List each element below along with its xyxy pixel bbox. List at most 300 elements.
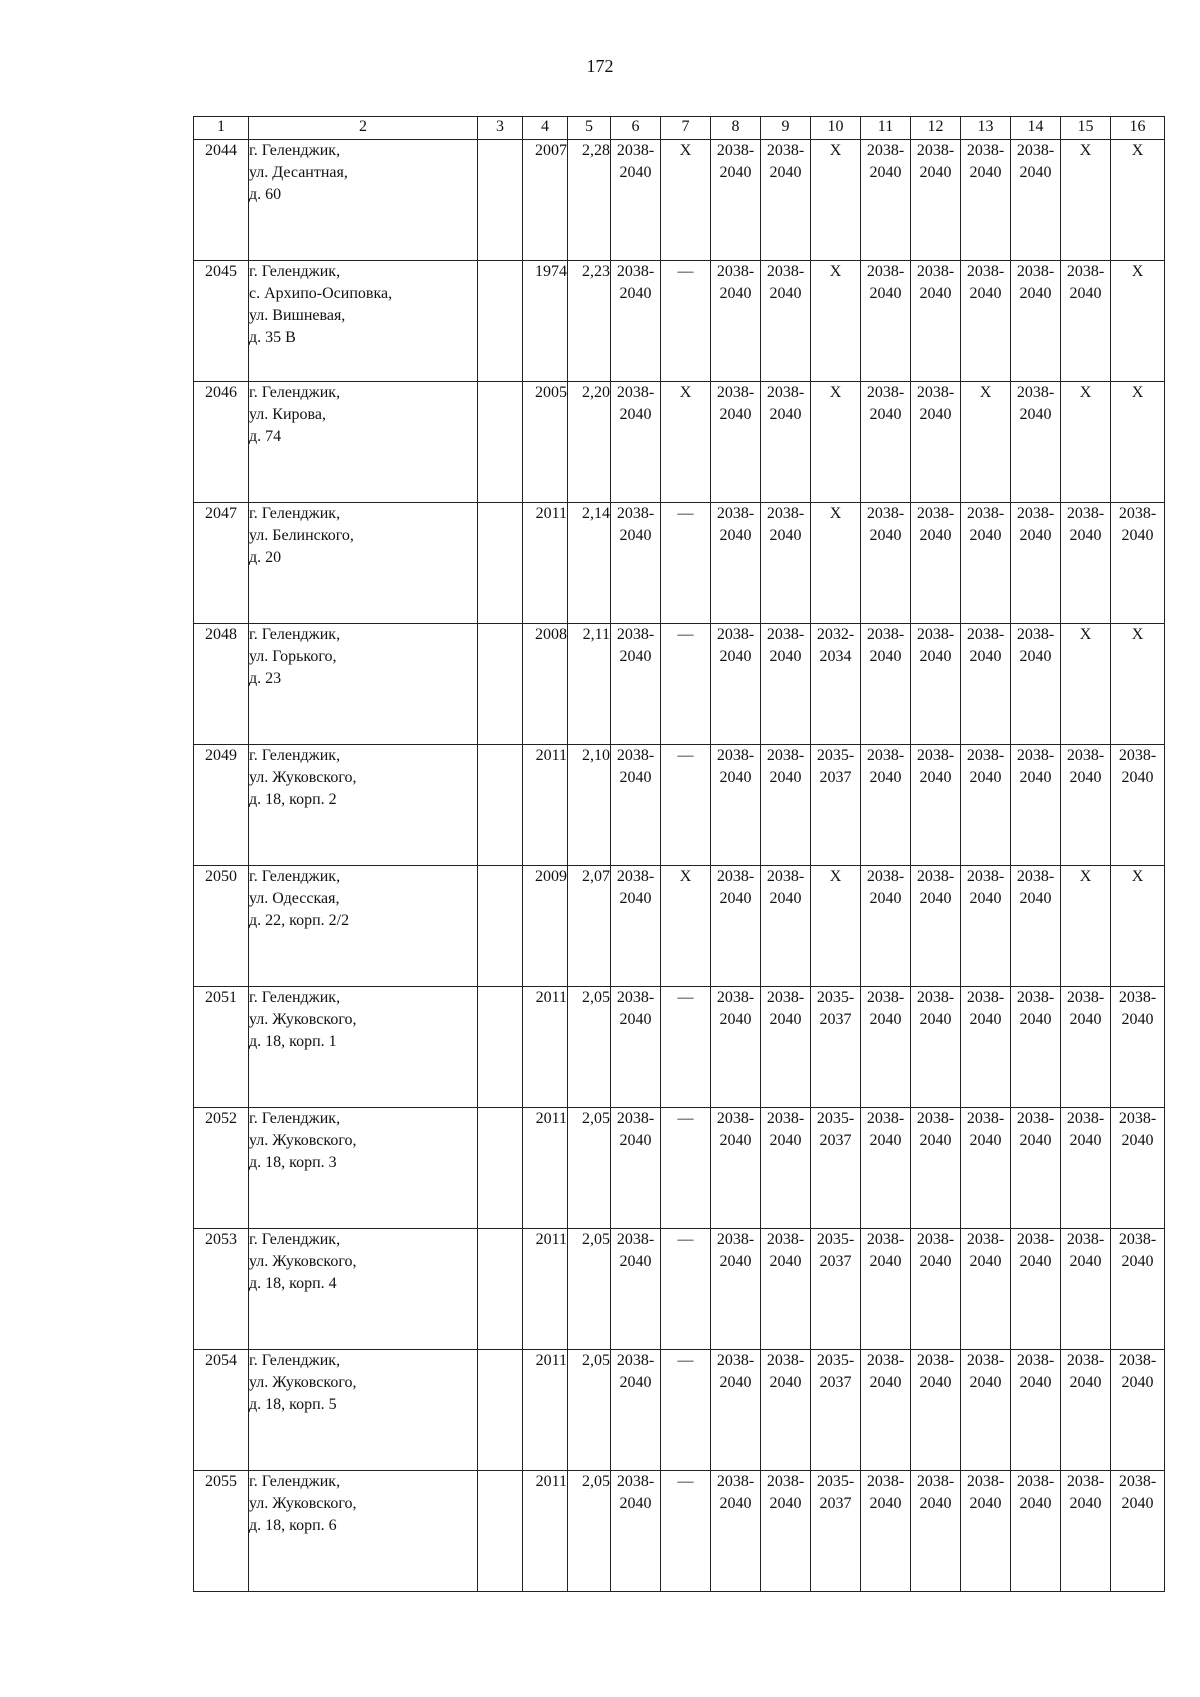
period-cell bbox=[661, 624, 711, 745]
table-row bbox=[194, 987, 1165, 1108]
row-number: 2049 bbox=[194, 745, 249, 866]
period-cell bbox=[911, 503, 961, 624]
period-text: 2038- bbox=[1066, 1231, 1105, 1248]
address-cell bbox=[249, 745, 478, 866]
row-number: 2055 bbox=[194, 1471, 249, 1592]
column-header: 4 bbox=[523, 117, 568, 140]
period-cell bbox=[711, 140, 761, 261]
period-cell bbox=[661, 866, 711, 987]
period-cell bbox=[861, 624, 911, 745]
period-text: 2040 bbox=[769, 406, 802, 423]
period-cell bbox=[961, 1108, 1011, 1229]
period-cell bbox=[861, 261, 911, 382]
period-text: 2038- bbox=[966, 263, 1005, 280]
period-cell bbox=[1011, 987, 1061, 1108]
period-text: 2038- bbox=[616, 1352, 655, 1369]
period-cell bbox=[1011, 140, 1061, 261]
column-3-cell bbox=[478, 745, 523, 866]
period-text: 2040 bbox=[1019, 1253, 1052, 1270]
period-text: 2040 bbox=[969, 890, 1002, 907]
period-cell bbox=[811, 1229, 861, 1350]
period-cell bbox=[911, 1229, 961, 1350]
address-line: г. Геленджик, bbox=[249, 626, 341, 643]
period-text: 2040 bbox=[869, 769, 902, 786]
period-cell bbox=[1111, 866, 1165, 987]
address-cell bbox=[249, 1471, 478, 1592]
period-cell bbox=[861, 987, 911, 1108]
period-cell bbox=[1061, 987, 1111, 1108]
period-text: 2040 bbox=[1019, 1495, 1052, 1512]
period-cell bbox=[1061, 745, 1111, 866]
period-cell bbox=[711, 745, 761, 866]
period-text: 2040 bbox=[1019, 164, 1052, 181]
period-cell bbox=[1011, 382, 1061, 503]
period-text: 2038- bbox=[966, 868, 1005, 885]
period-text: 2040 bbox=[969, 1495, 1002, 1512]
period-cell bbox=[911, 1350, 961, 1471]
period-cell bbox=[1111, 261, 1165, 382]
period-text: 2040 bbox=[619, 527, 652, 544]
column-header: 3 bbox=[478, 117, 523, 140]
address-line: д. 20 bbox=[249, 549, 282, 566]
period-text: — bbox=[677, 505, 694, 522]
period-text: 2040 bbox=[969, 1374, 1002, 1391]
year-cell: 2011 bbox=[523, 1471, 568, 1592]
period-text: — bbox=[677, 1231, 694, 1248]
period-text: 2038- bbox=[716, 868, 755, 885]
period-cell bbox=[611, 261, 661, 382]
period-text: — bbox=[677, 989, 694, 1006]
period-text: 2038- bbox=[966, 989, 1005, 1006]
period-cell bbox=[611, 382, 661, 503]
period-text: 2037 bbox=[819, 1011, 852, 1028]
period-text: 2040 bbox=[769, 1374, 802, 1391]
period-text: X bbox=[679, 384, 692, 401]
year-cell: 2011 bbox=[523, 503, 568, 624]
period-text: 2040 bbox=[719, 1132, 752, 1149]
period-text: X bbox=[679, 868, 692, 885]
period-cell bbox=[661, 382, 711, 503]
period-cell bbox=[761, 866, 811, 987]
address-line: г. Геленджик, bbox=[249, 1110, 341, 1127]
address-line: г. Геленджик, bbox=[249, 263, 341, 280]
period-text: 2038- bbox=[866, 989, 905, 1006]
row-number: 2044 bbox=[194, 140, 249, 261]
period-cell bbox=[761, 503, 811, 624]
period-text: 2032- bbox=[816, 626, 855, 643]
column-header: 1 bbox=[194, 117, 249, 140]
period-text: 2040 bbox=[919, 285, 952, 302]
period-text: 2038- bbox=[716, 1231, 755, 1248]
period-text: 2040 bbox=[769, 890, 802, 907]
period-cell bbox=[811, 1471, 861, 1592]
period-text: 2037 bbox=[819, 1374, 852, 1391]
period-cell bbox=[611, 987, 661, 1108]
period-cell bbox=[811, 1350, 861, 1471]
period-cell bbox=[811, 1108, 861, 1229]
row-number: 2053 bbox=[194, 1229, 249, 1350]
period-text: 2040 bbox=[969, 1132, 1002, 1149]
column-header: 9 bbox=[761, 117, 811, 140]
period-cell bbox=[761, 987, 811, 1108]
value-cell: 2,05 bbox=[568, 1471, 611, 1592]
period-text: 2040 bbox=[919, 1132, 952, 1149]
period-text: 2040 bbox=[619, 1374, 652, 1391]
table-row bbox=[194, 866, 1165, 987]
period-text: 2040 bbox=[919, 648, 952, 665]
table-row bbox=[194, 1229, 1165, 1350]
period-text: 2037 bbox=[819, 1495, 852, 1512]
period-text: 2038- bbox=[716, 505, 755, 522]
period-text: 2040 bbox=[969, 527, 1002, 544]
period-text: X bbox=[1131, 868, 1144, 885]
value-cell: 2,05 bbox=[568, 1229, 611, 1350]
period-cell bbox=[1111, 987, 1165, 1108]
period-text: 2040 bbox=[719, 1011, 752, 1028]
period-text: 2040 bbox=[1069, 1495, 1102, 1512]
period-cell bbox=[661, 987, 711, 1108]
address-line: г. Геленджик, bbox=[249, 1352, 341, 1369]
period-text: 2040 bbox=[769, 285, 802, 302]
period-text: 2040 bbox=[1019, 1132, 1052, 1149]
period-text: 2038- bbox=[1016, 1110, 1055, 1127]
period-text: 2035- bbox=[816, 1473, 855, 1490]
period-text: 2040 bbox=[1121, 1374, 1154, 1391]
period-text: 2038- bbox=[966, 1110, 1005, 1127]
period-cell bbox=[1011, 624, 1061, 745]
period-text: 2040 bbox=[1019, 406, 1052, 423]
period-text: X bbox=[1131, 263, 1144, 280]
period-text: 2038- bbox=[1016, 142, 1055, 159]
period-text: X bbox=[829, 868, 842, 885]
period-cell bbox=[1011, 1229, 1061, 1350]
period-text: 2038- bbox=[966, 1352, 1005, 1369]
period-text: — bbox=[677, 263, 694, 280]
period-cell bbox=[1061, 1229, 1111, 1350]
period-text: 2040 bbox=[869, 1132, 902, 1149]
period-text: 2038- bbox=[1118, 747, 1157, 764]
table-row bbox=[194, 1108, 1165, 1229]
period-cell bbox=[961, 1350, 1011, 1471]
period-text: 2038- bbox=[866, 1473, 905, 1490]
column-3-cell bbox=[478, 140, 523, 261]
period-cell bbox=[961, 866, 1011, 987]
period-text: 2037 bbox=[819, 769, 852, 786]
period-cell bbox=[611, 866, 661, 987]
period-cell bbox=[711, 624, 761, 745]
period-text: 2038- bbox=[766, 1473, 805, 1490]
address-cell bbox=[249, 261, 478, 382]
period-text: 2038- bbox=[916, 1110, 955, 1127]
year-cell: 2011 bbox=[523, 987, 568, 1108]
period-text: 2038- bbox=[866, 868, 905, 885]
period-cell bbox=[861, 1471, 911, 1592]
address-line: д. 18, корп. 2 bbox=[249, 791, 337, 808]
header-row bbox=[194, 117, 1165, 140]
period-text: — bbox=[677, 1352, 694, 1369]
period-text: 2040 bbox=[1019, 769, 1052, 786]
value-cell: 2,14 bbox=[568, 503, 611, 624]
period-text: 2038- bbox=[616, 505, 655, 522]
period-cell bbox=[1011, 745, 1061, 866]
row-number: 2054 bbox=[194, 1350, 249, 1471]
period-cell bbox=[761, 1108, 811, 1229]
period-text: 2037 bbox=[819, 1132, 852, 1149]
address-line: г. Геленджик, bbox=[249, 505, 341, 522]
period-text: 2035- bbox=[816, 989, 855, 1006]
period-text: 2038- bbox=[916, 989, 955, 1006]
period-cell bbox=[911, 261, 961, 382]
period-text: 2038- bbox=[716, 142, 755, 159]
period-text: 2038- bbox=[1118, 1473, 1157, 1490]
period-text: 2040 bbox=[619, 285, 652, 302]
period-cell bbox=[1061, 1350, 1111, 1471]
period-cell bbox=[611, 503, 661, 624]
period-cell bbox=[1111, 382, 1165, 503]
period-text: 2038- bbox=[916, 747, 955, 764]
column-header: 15 bbox=[1061, 117, 1111, 140]
period-text: 2040 bbox=[919, 1495, 952, 1512]
period-text: 2037 bbox=[819, 1253, 852, 1270]
period-text: 2040 bbox=[1019, 890, 1052, 907]
period-cell bbox=[611, 1471, 661, 1592]
period-text: 2040 bbox=[619, 406, 652, 423]
address-cell bbox=[249, 1350, 478, 1471]
period-cell bbox=[761, 1350, 811, 1471]
table-row bbox=[194, 1471, 1165, 1592]
period-text: 2038- bbox=[1066, 505, 1105, 522]
period-text: 2038- bbox=[916, 142, 955, 159]
period-text: 2040 bbox=[869, 1011, 902, 1028]
period-text: 2040 bbox=[1069, 1011, 1102, 1028]
period-text: 2040 bbox=[619, 1495, 652, 1512]
row-number: 2050 bbox=[194, 866, 249, 987]
address-line: д. 18, корп. 5 bbox=[249, 1396, 337, 1413]
period-text: — bbox=[677, 747, 694, 764]
period-text: 2040 bbox=[969, 164, 1002, 181]
period-text: 2040 bbox=[969, 1011, 1002, 1028]
period-text: 2038- bbox=[966, 1231, 1005, 1248]
period-cell bbox=[911, 624, 961, 745]
period-text: 2040 bbox=[719, 1253, 752, 1270]
period-text: 2040 bbox=[1069, 769, 1102, 786]
period-text: 2038- bbox=[766, 747, 805, 764]
period-cell bbox=[1111, 1108, 1165, 1229]
period-cell bbox=[1061, 503, 1111, 624]
period-text: 2038- bbox=[616, 384, 655, 401]
period-cell bbox=[911, 745, 961, 866]
period-cell bbox=[761, 1471, 811, 1592]
period-text: 2038- bbox=[716, 747, 755, 764]
address-line: г. Геленджик, bbox=[249, 142, 341, 159]
period-text: 2040 bbox=[719, 648, 752, 665]
period-text: 2038- bbox=[616, 989, 655, 1006]
period-text: 2040 bbox=[869, 527, 902, 544]
period-text: 2038- bbox=[1066, 1352, 1105, 1369]
period-text: 2038- bbox=[616, 747, 655, 764]
period-text: 2040 bbox=[869, 164, 902, 181]
period-cell bbox=[961, 987, 1011, 1108]
period-cell bbox=[1061, 261, 1111, 382]
period-text: 2038- bbox=[716, 1110, 755, 1127]
period-text: 2038- bbox=[916, 505, 955, 522]
period-cell bbox=[911, 987, 961, 1108]
period-text: 2040 bbox=[869, 406, 902, 423]
row-number: 2051 bbox=[194, 987, 249, 1108]
address-line: ул. Жуковского, bbox=[249, 1132, 357, 1149]
period-cell bbox=[811, 140, 861, 261]
period-text: 2038- bbox=[716, 1473, 755, 1490]
period-text: 2038- bbox=[616, 868, 655, 885]
period-text: 2040 bbox=[1069, 1253, 1102, 1270]
period-text: 2040 bbox=[919, 890, 952, 907]
period-text: 2040 bbox=[1019, 648, 1052, 665]
period-cell bbox=[861, 503, 911, 624]
year-cell: 2008 bbox=[523, 624, 568, 745]
period-text: 2040 bbox=[1069, 1374, 1102, 1391]
address-line: д. 18, корп. 4 bbox=[249, 1275, 337, 1292]
address-line: д. 35 В bbox=[249, 329, 296, 346]
table-row bbox=[194, 382, 1165, 503]
row-number: 2045 bbox=[194, 261, 249, 382]
address-line: г. Геленджик, bbox=[249, 1231, 341, 1248]
period-cell bbox=[961, 261, 1011, 382]
address-cell bbox=[249, 1229, 478, 1350]
period-text: 2040 bbox=[719, 890, 752, 907]
value-cell: 2,05 bbox=[568, 987, 611, 1108]
period-cell bbox=[1111, 1229, 1165, 1350]
value-cell: 2,28 bbox=[568, 140, 611, 261]
period-cell bbox=[661, 1229, 711, 1350]
period-cell bbox=[961, 140, 1011, 261]
period-text: 2038- bbox=[866, 505, 905, 522]
address-line: ул. Кирова, bbox=[249, 406, 326, 423]
period-text: 2035- bbox=[816, 1352, 855, 1369]
column-header: 11 bbox=[861, 117, 911, 140]
period-text: 2038- bbox=[616, 1231, 655, 1248]
period-text: X bbox=[1079, 142, 1092, 159]
period-cell bbox=[611, 1108, 661, 1229]
period-cell bbox=[661, 1108, 711, 1229]
period-text: 2038- bbox=[1016, 868, 1055, 885]
column-3-cell bbox=[478, 866, 523, 987]
year-cell: 2011 bbox=[523, 745, 568, 866]
period-cell bbox=[761, 140, 811, 261]
period-text: 2040 bbox=[719, 1495, 752, 1512]
period-cell bbox=[711, 987, 761, 1108]
period-cell bbox=[711, 1229, 761, 1350]
table-row bbox=[194, 1350, 1165, 1471]
period-text: 2040 bbox=[919, 1253, 952, 1270]
column-3-cell bbox=[478, 503, 523, 624]
period-cell bbox=[1011, 1471, 1061, 1592]
period-text: 2038- bbox=[716, 384, 755, 401]
period-text: X bbox=[979, 384, 992, 401]
period-cell bbox=[861, 1229, 911, 1350]
period-text: 2038- bbox=[766, 989, 805, 1006]
address-line: ул. Десантная, bbox=[249, 164, 348, 181]
period-text: 2038- bbox=[716, 1352, 755, 1369]
period-cell bbox=[1061, 624, 1111, 745]
table-row bbox=[194, 261, 1165, 382]
value-cell: 2,20 bbox=[568, 382, 611, 503]
period-text: 2040 bbox=[919, 164, 952, 181]
period-text: 2040 bbox=[769, 1253, 802, 1270]
year-cell: 2011 bbox=[523, 1229, 568, 1350]
period-text: 2038- bbox=[616, 626, 655, 643]
address-line: ул. Белинского, bbox=[249, 527, 354, 544]
period-cell bbox=[811, 382, 861, 503]
column-header: 13 bbox=[961, 117, 1011, 140]
period-cell bbox=[661, 745, 711, 866]
period-text: 2038- bbox=[766, 505, 805, 522]
period-cell bbox=[711, 1471, 761, 1592]
period-cell bbox=[1111, 140, 1165, 261]
period-text: 2040 bbox=[769, 527, 802, 544]
period-text: 2040 bbox=[619, 1132, 652, 1149]
column-3-cell bbox=[478, 1229, 523, 1350]
period-text: 2040 bbox=[1019, 527, 1052, 544]
period-cell bbox=[861, 1108, 911, 1229]
period-text: 2034 bbox=[819, 648, 852, 665]
period-cell bbox=[961, 1471, 1011, 1592]
period-text: 2040 bbox=[719, 406, 752, 423]
period-cell bbox=[961, 382, 1011, 503]
address-cell bbox=[249, 987, 478, 1108]
period-text: 2038- bbox=[616, 1473, 655, 1490]
period-text: 2038- bbox=[866, 1352, 905, 1369]
period-text: 2038- bbox=[866, 384, 905, 401]
period-cell bbox=[961, 624, 1011, 745]
period-text: 2038- bbox=[766, 142, 805, 159]
address-line: д. 18, корп. 1 bbox=[249, 1033, 337, 1050]
period-cell bbox=[611, 1350, 661, 1471]
period-text: X bbox=[1079, 626, 1092, 643]
value-cell: 2,05 bbox=[568, 1350, 611, 1471]
period-text: 2040 bbox=[619, 648, 652, 665]
column-3-cell bbox=[478, 1471, 523, 1592]
period-text: 2038- bbox=[916, 868, 955, 885]
period-text: 2038- bbox=[1118, 1231, 1157, 1248]
period-cell bbox=[611, 140, 661, 261]
period-text: 2038- bbox=[966, 142, 1005, 159]
year-cell: 2011 bbox=[523, 1108, 568, 1229]
column-3-cell bbox=[478, 987, 523, 1108]
period-cell bbox=[711, 866, 761, 987]
page-number: 172 bbox=[586, 56, 614, 76]
period-text: 2038- bbox=[1066, 747, 1105, 764]
period-cell bbox=[661, 1350, 711, 1471]
period-text: 2038- bbox=[916, 1473, 955, 1490]
period-text: 2038- bbox=[766, 1231, 805, 1248]
period-text: 2038- bbox=[1066, 263, 1105, 280]
period-text: 2038- bbox=[1118, 505, 1157, 522]
period-cell bbox=[911, 382, 961, 503]
period-cell bbox=[961, 1229, 1011, 1350]
value-cell: 2,07 bbox=[568, 866, 611, 987]
period-text: 2038- bbox=[866, 747, 905, 764]
period-text: 2038- bbox=[1016, 384, 1055, 401]
value-cell: 2,10 bbox=[568, 745, 611, 866]
period-text: 2040 bbox=[919, 1011, 952, 1028]
period-text: 2038- bbox=[966, 747, 1005, 764]
period-cell bbox=[1111, 1471, 1165, 1592]
address-line: г. Геленджик, bbox=[249, 384, 341, 401]
period-text: 2040 bbox=[1019, 1011, 1052, 1028]
period-text: 2040 bbox=[769, 648, 802, 665]
period-text: 2038- bbox=[766, 626, 805, 643]
period-cell bbox=[761, 745, 811, 866]
